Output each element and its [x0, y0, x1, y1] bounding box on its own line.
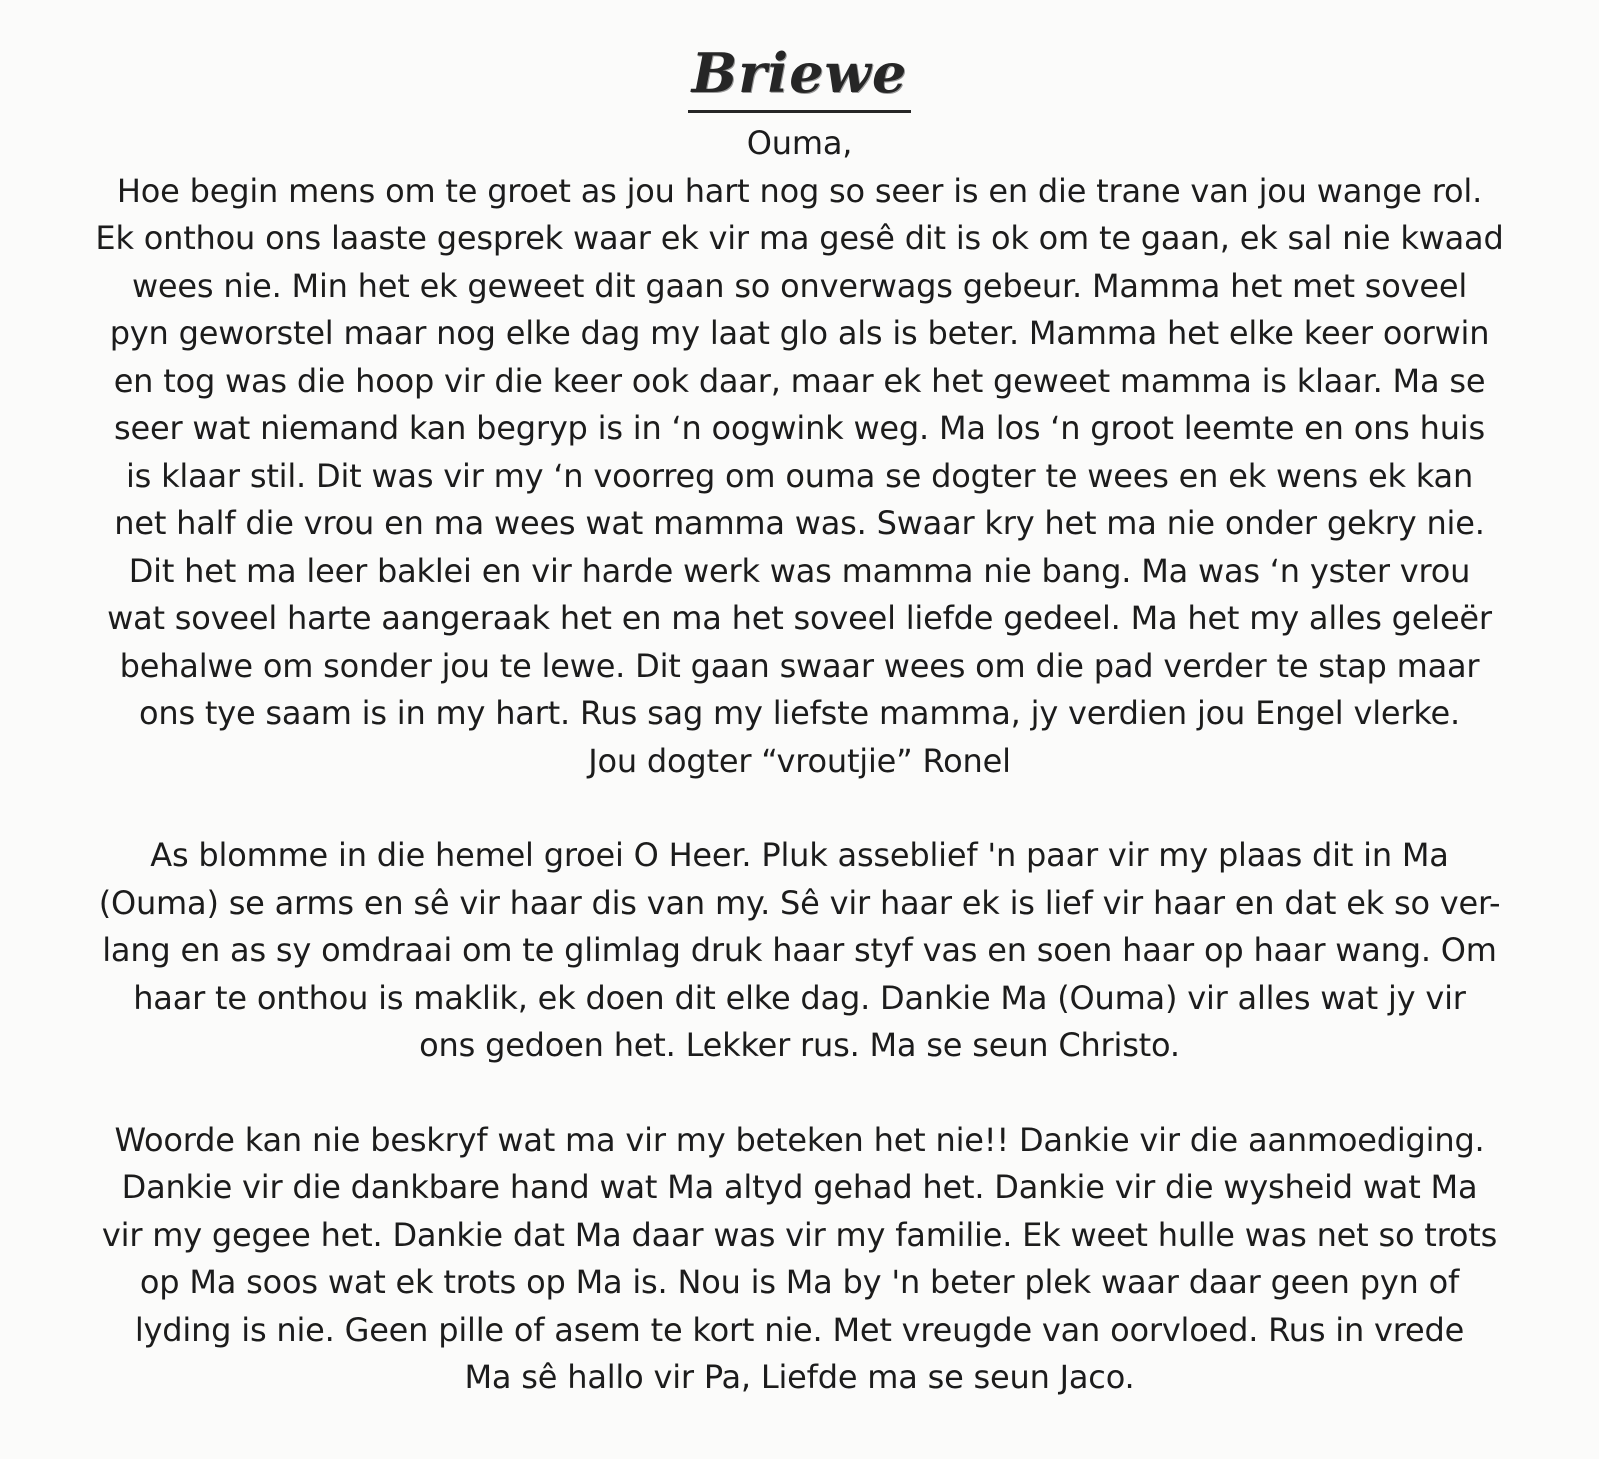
text-line: haar te onthou is maklik, ek doen dit elke dag. Dankie Ma (Ouma) vir alles wat jy vir — [133, 978, 1466, 1017]
letter-signature: Jou dogter “vroutjie” Ronel — [588, 741, 1011, 780]
text-line: Dit het ma leer baklei en vir harde werk was mamma nie bang. Ma was ‘n yster vrou — [128, 551, 1471, 590]
text-line: As blomme in die hemel groei O Heer. Pluk asseblief 'n paar vir my plaas dit in Ma — [150, 836, 1449, 874]
text-line: Ma sê hallo vir Pa, Liefde ma se seun Jaco. — [464, 1358, 1135, 1396]
text-line: vir my gegee het. Dankie dat Ma daar was vir my familie. Ek weet hulle was net so trots — [101, 1215, 1498, 1254]
text-line: is klaar stil. Dit was vir my ‘n voorreg om ouma se dogter te wees en ek wens ek kan — [125, 456, 1474, 495]
letter-christo — [24, 832, 1575, 1070]
page-title-container — [24, 38, 1575, 120]
text-line: Dankie vir die dankbare hand wat Ma altyd gehad het. Dankie vir die wysheid wat Ma — [121, 1168, 1478, 1206]
text-line: Ek onthou ons laaste gesprek waar ek vir ma gesê dit is ok om te gaan, ek sal nie kwaad — [95, 219, 1504, 257]
text-line: wees nie. Min het ek geweet dit gaan so onverwags gebeur. Mamma het met soveel — [131, 266, 1468, 305]
paragraph-gap — [24, 1070, 1575, 1117]
letter-ronel — [24, 120, 1575, 785]
letter-jaco — [24, 1117, 1575, 1402]
text-line: lyding is nie. Geen pille of asem te kort nie. Met vreugde van oorvloed. Rus in vrede — [134, 1310, 1465, 1349]
text-line: net half die vrou en ma wees wat mamma was. Swaar kry het ma nie onder gekry nie. — [114, 504, 1485, 542]
text-line: ons tye saam is in my hart. Rus sag my liefste mamma, jy verdien jou Engel vlerke. — [138, 694, 1460, 732]
text-line: ons gedoen het. Lekker rus. Ma se seun Christo. — [419, 1026, 1180, 1064]
text-line: Ouma, — [746, 124, 853, 162]
text-line: behalwe om sonder jou te lewe. Dit gaan swaar wees om die pad verder te stap maar — [119, 646, 1480, 685]
text-line: Hoe begin mens om te groet as jou hart nog so seer is en die trane van jou wange rol. — [116, 171, 1483, 210]
text-line: seer wat niemand kan begryp is in ‘n oogwink weg. Ma los ‘n groot leemte en ons huis — [114, 409, 1485, 447]
text-line: (Ouma) se arms en sê vir haar dis van my. Sê vir haar ek is lief vir haar en dat ek so ver- — [98, 883, 1501, 922]
page-title: Briewe — [688, 38, 912, 113]
text-line: pyn geworstel maar nog elke dag my laat glo als is beter. Mamma het elke keer oorwin — [109, 314, 1490, 352]
text-line: lang en as sy omdraai om te glimlag druk haar styf vas en soen haar op haar wang. Om — [102, 931, 1497, 969]
text-line: Woorde kan nie beskryf wat ma vir my beteken het nie!! Dankie vir die aanmoediging. — [114, 1120, 1485, 1159]
paragraph-gap — [24, 785, 1575, 832]
text-line: op Ma soos wat ek trots op Ma is. Nou is Ma by 'n beter plek waar daar geen pyn of — [139, 1263, 1460, 1301]
text-line: wat soveel harte aangeraak het en ma het soveel liefde gedeel. Ma het my alles geleër — [107, 599, 1492, 637]
text-line: en tog was die hoop vir die keer ook daar, maar ek het geweet mamma is klaar. Ma se — [113, 361, 1486, 400]
